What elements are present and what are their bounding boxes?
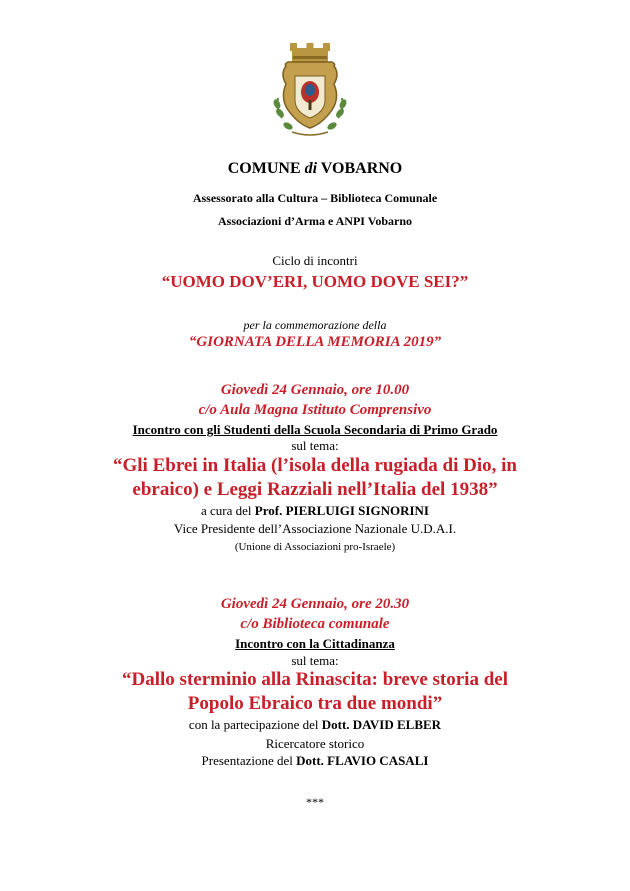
event1-speaker-name: Prof. PIERLUIGI SIGNORINI <box>254 503 429 518</box>
event1-speaker <box>0 503 630 519</box>
event1-speaker-role: Vice Presidente dell’Associazione Nazionale U.D.A.I. <box>173 521 457 536</box>
event1-theme-intro: sul tema: <box>291 438 339 453</box>
event2-presenter-name: Dott. FLAVIO CASALI <box>296 753 429 768</box>
event1-theme-line1: “Gli Ebrei in Italia (l’isola della rugiada di Dio, in <box>113 455 517 476</box>
event1-role-note: (Unione di Associazioni pro-Israele) <box>234 541 396 553</box>
event2-venue: c/o Biblioteca comunale <box>240 616 390 632</box>
event1-datetime: Giovedì 24 Gennaio, ore 10.00 <box>220 382 410 398</box>
cycle-title: “UOMO DOV’ERI, UOMO DOVE SEI?” <box>161 272 469 291</box>
commemoration-title: “GIORNATA DELLA MEMORIA 2019” <box>188 334 442 350</box>
footer-stars: *** <box>306 795 324 809</box>
event2-theme-line2: Popolo Ebraico tra due mondi” <box>187 693 443 714</box>
event1-speaker-prefix: a cura del <box>201 503 255 518</box>
coat-of-arms-icon <box>262 40 358 140</box>
event2-speaker-name: Dott. DAVID ELBER <box>321 717 442 732</box>
event2-theme-line1: “Dallo sterminio alla Rinascita: breve storia del <box>122 669 508 690</box>
event2-speaker-role: Ricercatore storico <box>265 736 365 751</box>
org-prefix: COMUNE <box>227 160 305 177</box>
event2-speaker <box>0 717 630 733</box>
event1-audience: Incontro con gli Studenti della Scuola Secondaria di Primo Grado <box>132 422 498 437</box>
event1-theme-line2: ebraico) e Leggi Razziali nell’Italia del 1938” <box>132 479 498 500</box>
event2-theme-intro: sul tema: <box>291 653 339 668</box>
event2-presenter-prefix: Presentazione del <box>201 753 297 768</box>
event2-presenter <box>0 753 630 769</box>
organization-title <box>0 160 630 178</box>
event2-audience: Incontro con la Cittadinanza <box>235 636 395 651</box>
header-line-culture: Assessorato alla Cultura – Biblioteca Comunale <box>192 191 438 205</box>
event2-speaker-prefix: con la partecipazione del <box>188 717 322 732</box>
org-suffix: VOBARNO <box>317 160 403 177</box>
commemoration-intro: per la commemorazione della <box>243 318 387 332</box>
event2-datetime: Giovedì 24 Gennaio, ore 20.30 <box>220 596 410 612</box>
header-line-associations: Associazioni d’Arma e ANPI Vobarno <box>217 214 412 228</box>
org-mid: di <box>304 160 318 177</box>
event1-venue: c/o Aula Magna Istituto Comprensivo <box>198 402 432 418</box>
cycle-intro: Ciclo di incontri <box>272 253 358 268</box>
